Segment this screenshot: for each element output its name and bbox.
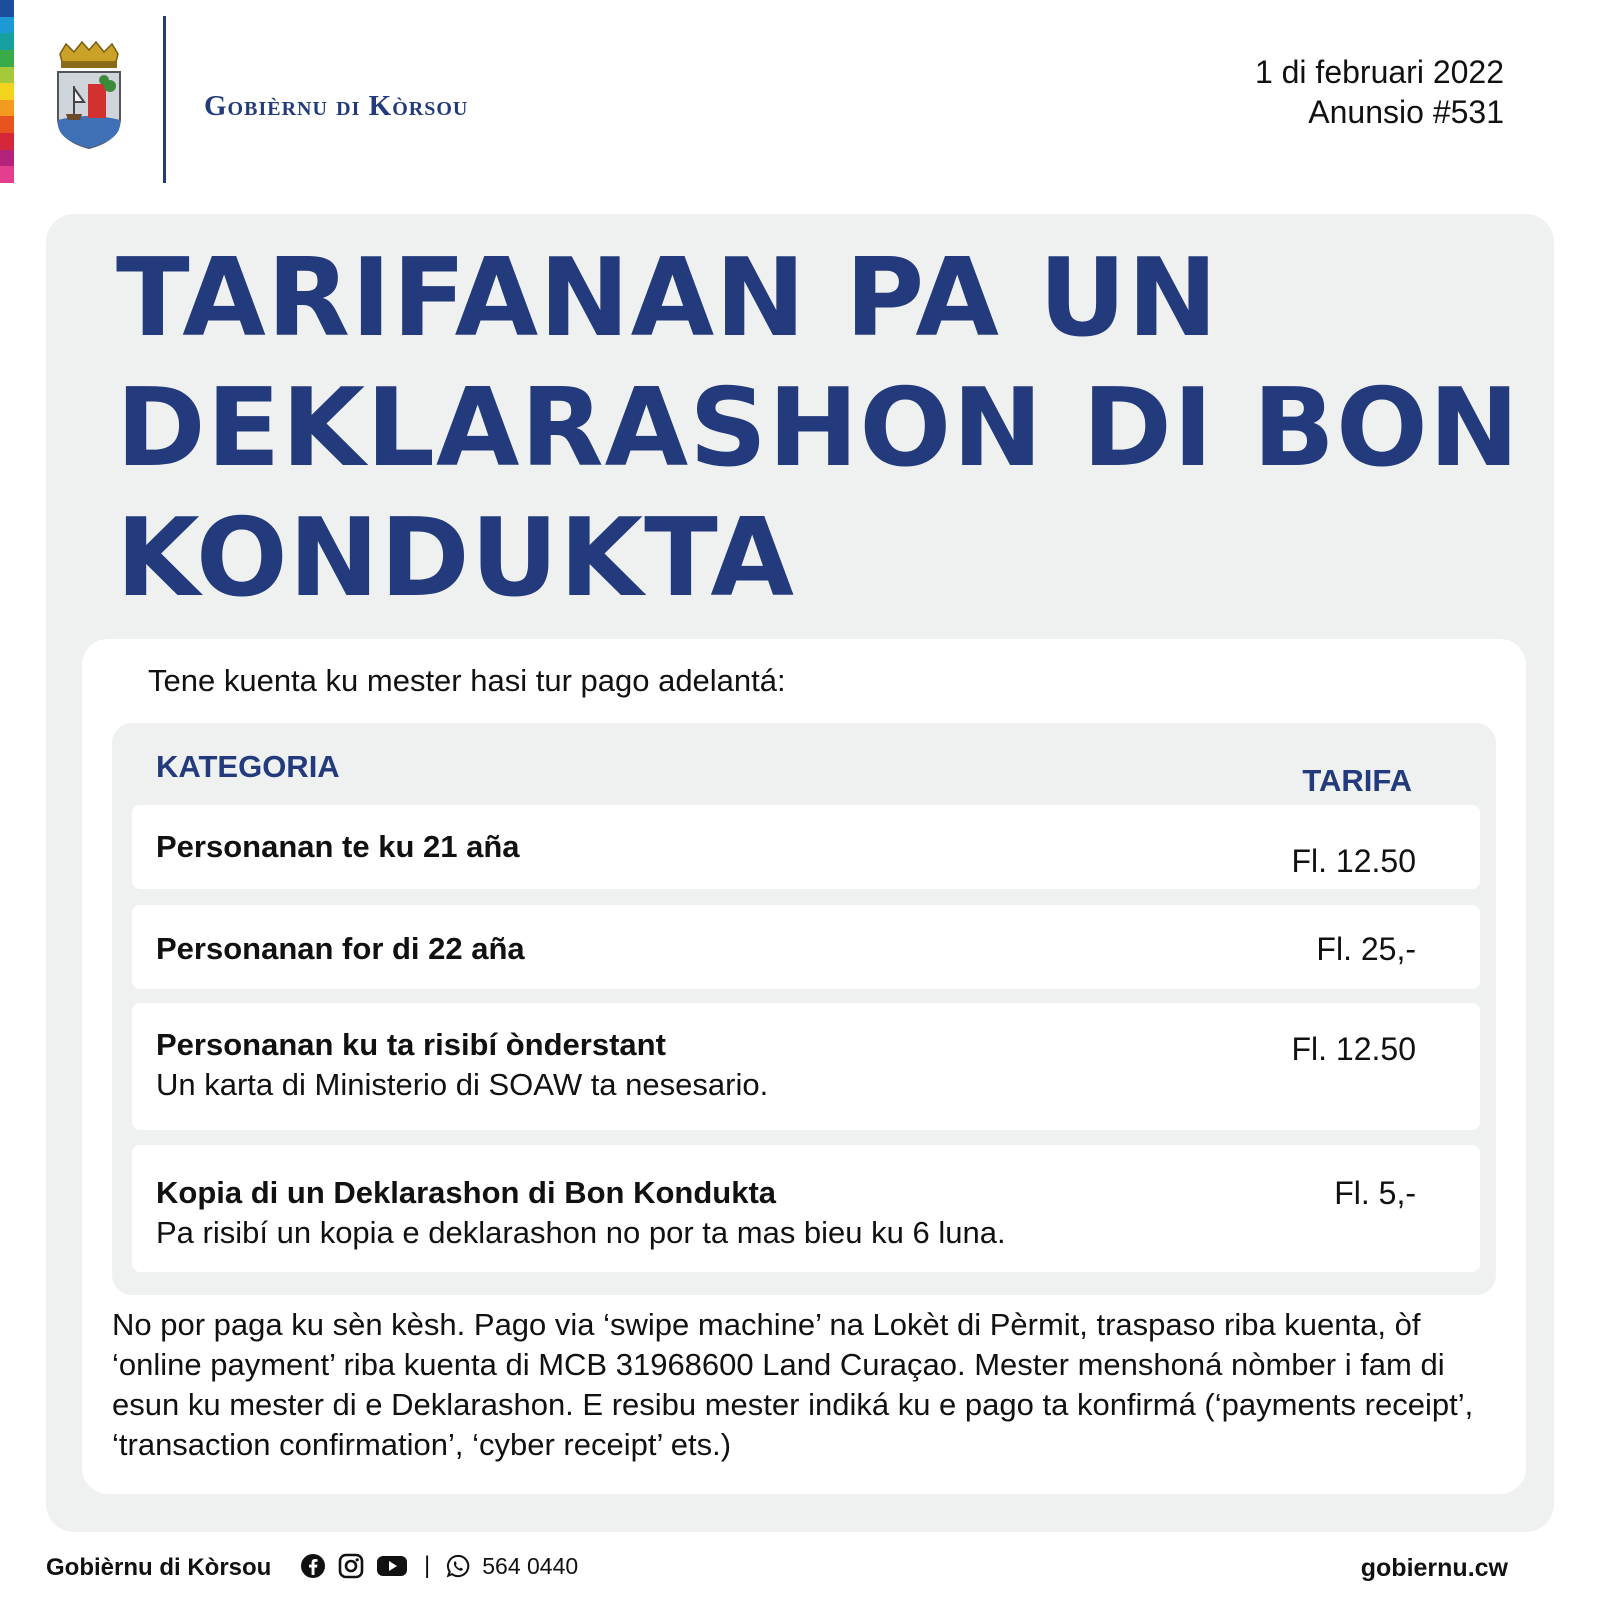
fee-card xyxy=(82,639,1526,1494)
footer xyxy=(46,1548,1508,1592)
row-fee: Fl. 25,- xyxy=(1316,931,1416,967)
payment-instructions: No por paga ku sèn kèsh. Pago via ‘swipe machine’ na Lokèt di Pèrmit, traspaso riba kuenta, òf ‘online payment’ riba kuenta di MCB 31968600 Land Curaçao. Mester menshoná nòmber i fam di esun ku mester di e Deklarashon. E resibu mester indiká ku e pago ta konfirmá (‘payments receipt’, ‘transaction confirmation’, ‘cyber receipt’ ets.) xyxy=(112,1307,1474,1462)
page-title xyxy=(116,234,1520,624)
announcement-meta xyxy=(1255,52,1504,132)
table-row xyxy=(132,1003,1480,1130)
website-link[interactable]: gobiernu.cw xyxy=(1360,1554,1508,1582)
title-line-2: DEKLARASHON DI BON xyxy=(116,366,1521,491)
phone-number[interactable]: 564 0440 xyxy=(482,1552,579,1579)
fee-table xyxy=(112,723,1496,1295)
column-header-category: KATEGORIA xyxy=(156,749,340,784)
row-category: Personanan for di 22 aña xyxy=(156,931,525,966)
coat-of-arms-icon xyxy=(52,40,126,152)
table-row xyxy=(132,905,1480,989)
row-category: Personanan ku ta risibí ònderstant xyxy=(156,1027,666,1062)
instagram-icon[interactable] xyxy=(338,1553,364,1579)
title-line-3: KONDUKTA xyxy=(116,496,795,621)
column-header-fee: TARIFA xyxy=(1302,763,1412,798)
row-category: Personanan te ku 21 aña xyxy=(156,829,520,864)
announcement-date: 1 di februari 2022 xyxy=(1254,54,1504,90)
row-fee: Fl. 5,- xyxy=(1334,1175,1416,1211)
whatsapp-icon[interactable] xyxy=(446,1554,470,1578)
announcement-number: Anunsio #531 xyxy=(1308,94,1504,130)
title-line-1: TARIFANAN PA UN xyxy=(116,236,1219,361)
social-links xyxy=(300,1552,578,1580)
header-divider xyxy=(163,16,166,183)
row-note: Un karta di Ministerio di SOAW ta nesesario. xyxy=(156,1067,769,1102)
content-panel xyxy=(46,214,1554,1532)
intro-text: Tene kuenta ku mester hasi tur pago adelantá: xyxy=(148,663,786,698)
table-row xyxy=(132,805,1480,889)
row-fee: Fl. 12.50 xyxy=(1291,843,1416,879)
table-row xyxy=(132,1145,1480,1272)
row-note: Pa risibí un kopia e deklarashon no por ta mas bieu ku 6 luna. xyxy=(156,1215,1006,1250)
youtube-icon[interactable] xyxy=(376,1553,408,1579)
organization-name: Gobièrnu di Kòrsou xyxy=(204,90,469,122)
footer-organization: Gobièrnu di Kòrsou xyxy=(46,1554,272,1581)
row-fee: Fl. 12.50 xyxy=(1291,1031,1416,1067)
row-category: Kopia di un Deklarashon di Bon Kondukta xyxy=(156,1175,777,1210)
facebook-icon[interactable] xyxy=(300,1553,326,1579)
brand-color-strip xyxy=(0,0,14,183)
footer-separator: | xyxy=(424,1552,431,1579)
